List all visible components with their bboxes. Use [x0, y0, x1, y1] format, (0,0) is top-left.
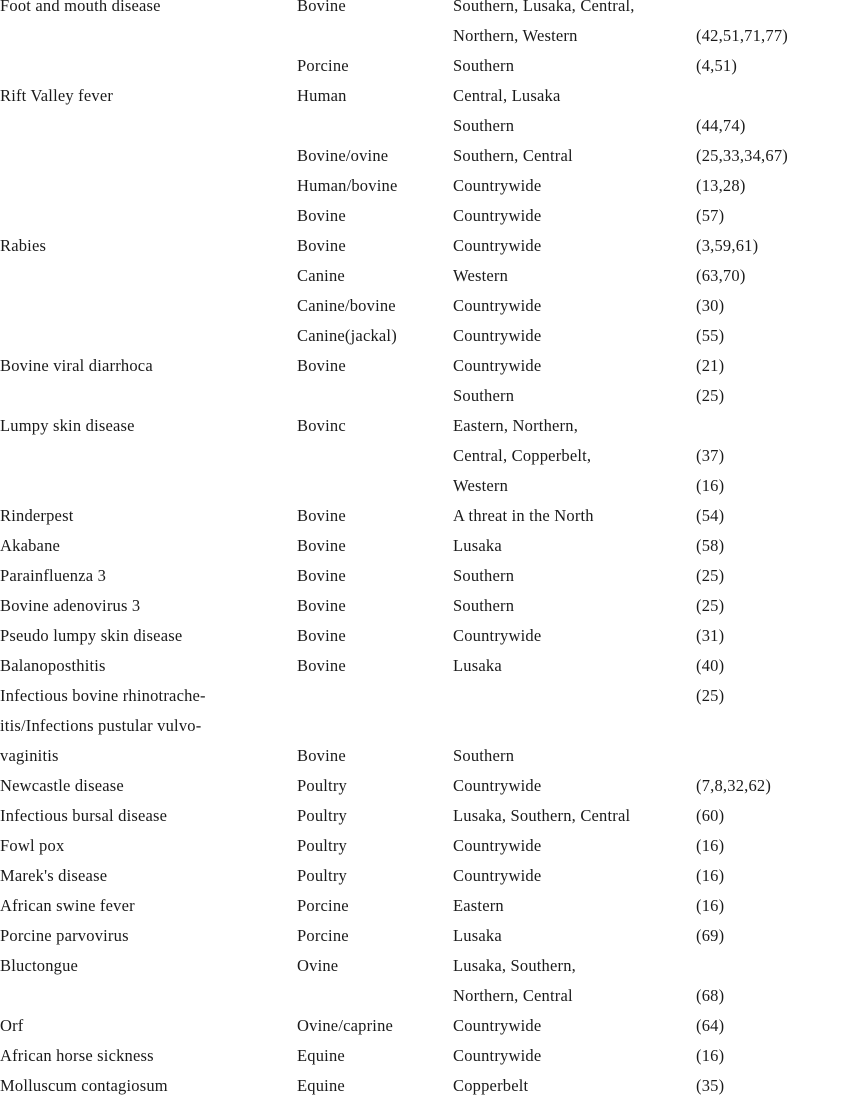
host-cell: Ovine/caprine	[297, 1016, 394, 1035]
reference-cell	[696, 951, 850, 981]
host-cell: Bovine/ovine	[297, 146, 389, 165]
reference-cell: (54)	[696, 506, 725, 525]
host-cell: Bovine	[297, 236, 346, 255]
region-cell: Southern	[453, 596, 515, 615]
region-cell: Lusaka, Southern, Central	[453, 806, 631, 825]
table-row	[0, 201, 850, 231]
host-cell: Bovine	[297, 0, 346, 15]
disease-cell: vaginitis	[0, 746, 59, 765]
region-cell: Northern, Western	[453, 26, 578, 45]
disease-cell	[0, 51, 290, 81]
reference-cell: (25,33,34,67)	[696, 146, 788, 165]
reference-cell: (13,28)	[696, 176, 746, 195]
host-cell: Poultry	[297, 866, 347, 885]
disease-cell: Foot and mouth disease	[0, 0, 161, 15]
disease-cell: Infectious bursal disease	[0, 806, 168, 825]
region-cell: Northern, Central	[453, 986, 573, 1005]
reference-cell: (40)	[696, 656, 725, 675]
table-row	[0, 141, 850, 171]
disease-cell: Pseudo lumpy skin disease	[0, 626, 183, 645]
host-cell	[297, 471, 447, 501]
host-cell: Bovine	[297, 506, 346, 525]
disease-cell	[0, 381, 290, 411]
region-cell: Countrywide	[453, 1016, 542, 1035]
disease-cell: Bovine adenovirus 3	[0, 596, 141, 615]
table-row	[0, 111, 850, 141]
table-row	[0, 951, 850, 981]
table-row	[0, 621, 850, 651]
host-cell: Canine/bovine	[297, 296, 396, 315]
table-row	[0, 921, 850, 951]
host-cell: Poultry	[297, 806, 347, 825]
disease-cell: Newcastle disease	[0, 776, 124, 795]
table-row	[0, 501, 850, 531]
region-cell: Countrywide	[453, 776, 542, 795]
region-cell: Copperbelt	[453, 1076, 529, 1095]
host-cell: Porcine	[297, 896, 349, 915]
disease-cell: Lumpy skin disease	[0, 416, 135, 435]
reference-cell	[696, 711, 850, 741]
disease-cell: Rinderpest	[0, 506, 74, 525]
table-row	[0, 0, 850, 21]
reference-cell: (25)	[696, 386, 725, 405]
reference-cell	[696, 81, 850, 111]
reference-cell: (30)	[696, 296, 725, 315]
table-row	[0, 771, 850, 801]
host-cell: Equine	[297, 1076, 345, 1095]
reference-cell: (7,8,32,62)	[696, 776, 772, 795]
reference-cell: (60)	[696, 806, 725, 825]
table-row	[0, 231, 850, 261]
table-row	[0, 291, 850, 321]
reference-cell: (63,70)	[696, 266, 746, 285]
reference-cell: (16)	[696, 476, 725, 495]
disease-cell: Infectious bovine rhinotrache-	[0, 686, 206, 705]
disease-cell: Fowl pox	[0, 836, 65, 855]
region-cell: Southern	[453, 566, 515, 585]
reference-cell: (68)	[696, 986, 725, 1005]
region-cell: Southern	[453, 386, 515, 405]
region-cell: Western	[453, 266, 509, 285]
host-cell: Bovinc	[297, 416, 346, 435]
table-row	[0, 891, 850, 921]
table-row	[0, 81, 850, 111]
region-cell: Countrywide	[453, 326, 542, 345]
disease-cell: Molluscum contagiosum	[0, 1076, 168, 1095]
table-row	[0, 681, 850, 711]
table-row	[0, 801, 850, 831]
reference-cell: (64)	[696, 1016, 725, 1035]
disease-cell: Orf	[0, 1016, 24, 1035]
disease-cell: African horse sickness	[0, 1046, 154, 1065]
reference-cell	[696, 0, 850, 21]
region-cell: Southern, Lusaka, Central,	[453, 0, 635, 15]
table-row	[0, 831, 850, 861]
region-cell: A threat in the North	[453, 506, 594, 525]
reference-cell: (31)	[696, 626, 725, 645]
region-cell: Countrywide	[453, 296, 542, 315]
disease-cell: Akabane	[0, 536, 61, 555]
reference-cell: (16)	[696, 1046, 725, 1065]
reference-cell: (55)	[696, 326, 725, 345]
host-cell: Canine(jackal)	[297, 326, 397, 345]
host-cell: Porcine	[297, 56, 349, 75]
disease-cell	[0, 141, 290, 171]
table-row	[0, 261, 850, 291]
reference-cell	[696, 741, 850, 771]
host-cell	[297, 111, 447, 141]
host-cell: Equine	[297, 1046, 345, 1065]
table-row	[0, 561, 850, 591]
region-cell	[453, 681, 693, 711]
disease-cell	[0, 171, 290, 201]
disease-cell	[0, 321, 290, 351]
reference-cell: (57)	[696, 206, 725, 225]
table-row	[0, 591, 850, 621]
host-cell	[297, 681, 447, 711]
table-row	[0, 21, 850, 51]
disease-cell: Balanoposthitis	[0, 656, 106, 675]
region-cell: Lusaka	[453, 926, 502, 945]
reference-cell: (42,51,71,77)	[696, 26, 788, 45]
table-row	[0, 441, 850, 471]
reference-cell: (25)	[696, 596, 725, 615]
disease-cell	[0, 111, 290, 141]
host-cell: Porcine	[297, 926, 349, 945]
host-cell	[297, 381, 447, 411]
region-cell: Countrywide	[453, 356, 542, 375]
table-row	[0, 51, 850, 81]
disease-cell	[0, 441, 290, 471]
host-cell	[297, 441, 447, 471]
reference-cell: (4,51)	[696, 56, 738, 75]
region-cell: Countrywide	[453, 626, 542, 645]
reference-cell: (25)	[696, 686, 725, 705]
region-cell: Central, Copperbelt,	[453, 446, 592, 465]
host-cell: Bovine	[297, 656, 346, 675]
host-cell: Poultry	[297, 836, 347, 855]
region-cell: Central, Lusaka	[453, 86, 561, 105]
table-row	[0, 1011, 850, 1041]
reference-cell: (3,59,61)	[696, 236, 759, 255]
host-cell: Bovine	[297, 626, 346, 645]
host-cell: Poultry	[297, 776, 347, 795]
host-cell	[297, 711, 447, 741]
host-cell: Bovine	[297, 356, 346, 375]
table-row	[0, 711, 850, 741]
host-cell: Ovine	[297, 956, 339, 975]
region-cell: Western	[453, 476, 509, 495]
table-row	[0, 1041, 850, 1071]
reference-cell: (16)	[696, 836, 725, 855]
region-cell: Lusaka, Southern,	[453, 956, 577, 975]
region-cell: Southern	[453, 746, 515, 765]
disease-cell: African swine fever	[0, 896, 135, 915]
reference-cell: (21)	[696, 356, 725, 375]
reference-cell: (35)	[696, 1076, 725, 1095]
disease-cell	[0, 201, 290, 231]
reference-cell: (16)	[696, 866, 725, 885]
host-cell: Bovine	[297, 596, 346, 615]
table-row	[0, 531, 850, 561]
region-cell: Lusaka	[453, 536, 502, 555]
host-cell: Human/bovine	[297, 176, 398, 195]
host-cell: Canine	[297, 266, 345, 285]
table-row	[0, 741, 850, 771]
disease-cell: itis/Infections pustular vulvo-	[0, 716, 202, 735]
disease-cell: Parainfluenza 3	[0, 566, 107, 585]
disease-cell: Bluctongue	[0, 956, 79, 975]
reference-cell: (44,74)	[696, 116, 746, 135]
reference-cell: (69)	[696, 926, 725, 945]
reference-cell: (16)	[696, 896, 725, 915]
disease-cell: Marek's disease	[0, 866, 108, 885]
region-cell: Countrywide	[453, 1046, 542, 1065]
region-cell: Countrywide	[453, 836, 542, 855]
region-cell: Eastern	[453, 896, 504, 915]
table-row	[0, 981, 850, 1011]
host-cell: Human	[297, 86, 347, 105]
host-cell	[297, 981, 447, 1011]
table-row	[0, 471, 850, 501]
region-cell: Southern	[453, 116, 515, 135]
region-cell	[453, 711, 693, 741]
disease-cell: Bovine viral diarrhoca	[0, 356, 153, 375]
disease-cell: Rift Valley fever	[0, 86, 114, 105]
region-cell: Southern	[453, 56, 515, 75]
region-cell: Southern, Central	[453, 146, 573, 165]
disease-cell	[0, 981, 290, 1011]
region-cell: Countrywide	[453, 176, 542, 195]
region-cell: Countrywide	[453, 236, 542, 255]
table-row	[0, 411, 850, 441]
host-cell: Bovine	[297, 536, 346, 555]
table-row	[0, 321, 850, 351]
disease-cell	[0, 21, 290, 51]
table-row	[0, 351, 850, 381]
host-cell: Bovine	[297, 206, 346, 225]
region-cell: Eastern, Northern,	[453, 416, 579, 435]
reference-cell: (37)	[696, 446, 725, 465]
host-cell: Bovine	[297, 746, 346, 765]
host-cell	[297, 21, 447, 51]
table-row	[0, 171, 850, 201]
reference-cell: (25)	[696, 566, 725, 585]
reference-cell	[696, 411, 850, 441]
region-cell: Lusaka	[453, 656, 502, 675]
table-row	[0, 651, 850, 681]
table-row	[0, 381, 850, 411]
disease-cell	[0, 261, 290, 291]
region-cell: Countrywide	[453, 206, 542, 225]
disease-cell	[0, 471, 290, 501]
reference-cell: (58)	[696, 536, 725, 555]
disease-cell: Porcine parvovirus	[0, 926, 129, 945]
table-row	[0, 861, 850, 891]
host-cell: Bovine	[297, 566, 346, 585]
disease-cell	[0, 291, 290, 321]
region-cell: Countrywide	[453, 866, 542, 885]
disease-cell: Rabies	[0, 236, 47, 255]
